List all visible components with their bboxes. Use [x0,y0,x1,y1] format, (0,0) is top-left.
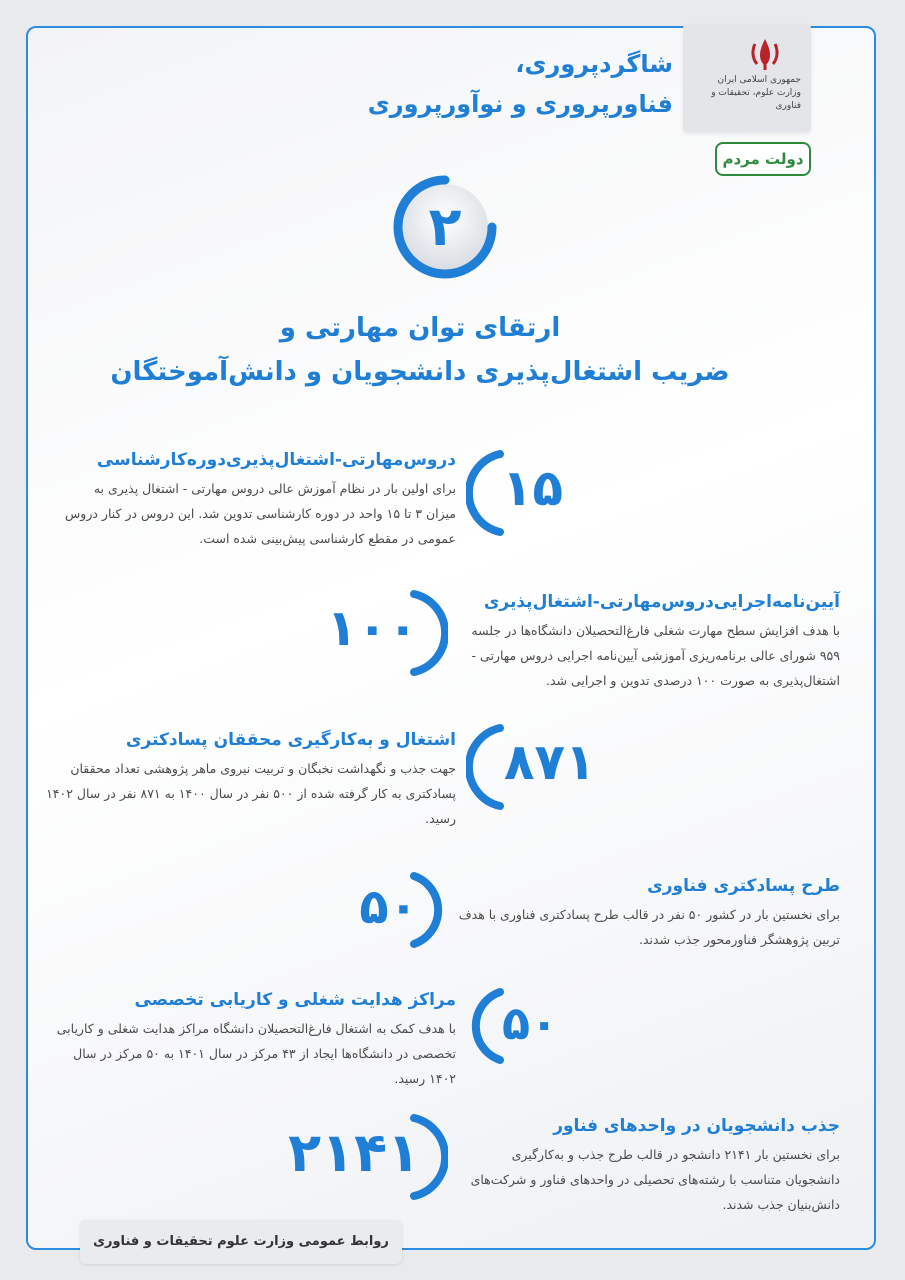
section-body: با هدف کمک به اشتغال فارغ‌التحصیلان دانشگاه مراکز هدایت شغلی و کاریابی تخصصی در دانشگاه‌ها ایجاد از ۴۳ مرکز در سال ۱۴۰۱ به ۵۰ مرکز در سال ۱۴۰۲ رسید. [56,1021,456,1086]
stat-number: ۲۱۴۱ [288,1121,420,1184]
ring-number: ۲ [428,195,462,258]
section-title: دروس‌مهارتی-اشتغال‌پذیری‌دوره‌کارشناسی [96,450,456,470]
section-body: برای نخستین بار در کشور ۵۰ نفر در قالب طرح پسادکتری فناوری با هدف تربین پژوهشگر فناورمحور جذب شدند. [458,907,840,947]
stat-2141 [286,1112,448,1202]
section-postdoc-tech [456,876,840,952]
stat-number: ۱۵ [502,459,564,517]
stat-arc-icon [466,986,506,1066]
stat-15 [466,448,586,538]
header-title-line2: فناورپروری و نوآورپروری [367,90,673,118]
section-body: برای نخستین بار ۲۱۴۱ دانشجو در قالب طرح جذب و به‌کارگیری دانشجویان متناسب با رشته‌های تحصیلی در واحدهای فناور و شرکت‌های دانش‌بنیان جذب شدند. [470,1147,840,1212]
section-body: جهت جذب و نگهداشت نخبگان و تربیت نیروی ماهر پژوهشی تعداد محققان پسادکتری به کار گرفته شده از ۵۰۰ نفر در سال ۱۴۰۰ به ۸۷۱ نفر در سال ۱۴۰۲ رسید. [46,761,456,826]
stat-number: ۸۷۱ [504,733,596,791]
stat-arc-icon [466,448,506,538]
section-tech-units [456,1116,840,1217]
stat-100 [318,588,448,678]
section-title: اشتغال و به‌کارگیری محققان پسادکتری [125,730,456,750]
dolat-mardom-badge: دولت مردم [715,142,811,176]
section-number-ring [390,172,500,282]
ministry-logo [683,24,811,132]
main-title-line1: ارتقای توان مهارتی و [279,313,561,343]
stat-number: ۱۰۰ [326,599,418,657]
section-skills-courses [60,450,456,551]
section-body: برای اولین بار در نظام آموزش عالی دروس مهارتی - اشتغال پذیری به میزان ۳ تا ۱۵ واحد در دوره کارشناسی تدوین شد. این دروس در کنار دروس عمومی در مقطع کارشناسی پیش‌بینی شده است. [65,481,456,546]
section-title: مراکز هدایت شغلی و کاریابی تخصصی [134,990,456,1010]
section-career-centers [44,990,456,1091]
stat-871 [466,722,616,812]
header-title [153,44,673,124]
stat-arc-icon [408,588,448,678]
emblem-line2: وزارت علوم، تحقیقات و فناوری [711,88,801,111]
emblem-line1: جمهوری اسلامی ایران [717,75,801,85]
stat-arc-icon [466,722,506,812]
stat-50-centers [466,986,586,1066]
section-title: آیین‌نامه‌اجرایی‌دروس‌مهارتی-اشتغال‌پذیری [483,592,840,612]
stat-number: ۵۰ [502,996,559,1050]
section-body: با هدف افزایش سطح مهارت شغلی فارغ‌التحصیلان دانشگاه‌ها در جلسه ۹۵۹ شورای عالی برنامه‌ریزی آموزشی آیین‌نامه اجرایی دروس مهارتی - اشتغال‌پذیری به صورت ۱۰۰ درصدی تدوین و اجرایی شد. [471,623,840,688]
main-title [60,306,780,394]
stat-arc-icon [408,1112,448,1202]
section-title: جذب دانشجویان در واحدهای فناور [553,1116,840,1136]
header-title-line1: شاگردپروری، [515,50,673,78]
stat-arc-icon [408,870,448,950]
footer-public-relations: روابط عمومی وزارت علوم تحقیقات و فناوری [80,1220,402,1264]
main-title-line2: ضریب اشتغال‌پذیری دانشجویان و دانش‌آموختگان [110,357,730,387]
section-postdoc [44,730,456,831]
stat-number: ۵۰ [359,879,418,935]
section-bylaw [456,592,840,693]
iran-emblem-icon [747,36,783,72]
stat-50-postdoc-tech [324,870,448,950]
section-title: طرح پسادکتری فناوری [647,876,840,896]
